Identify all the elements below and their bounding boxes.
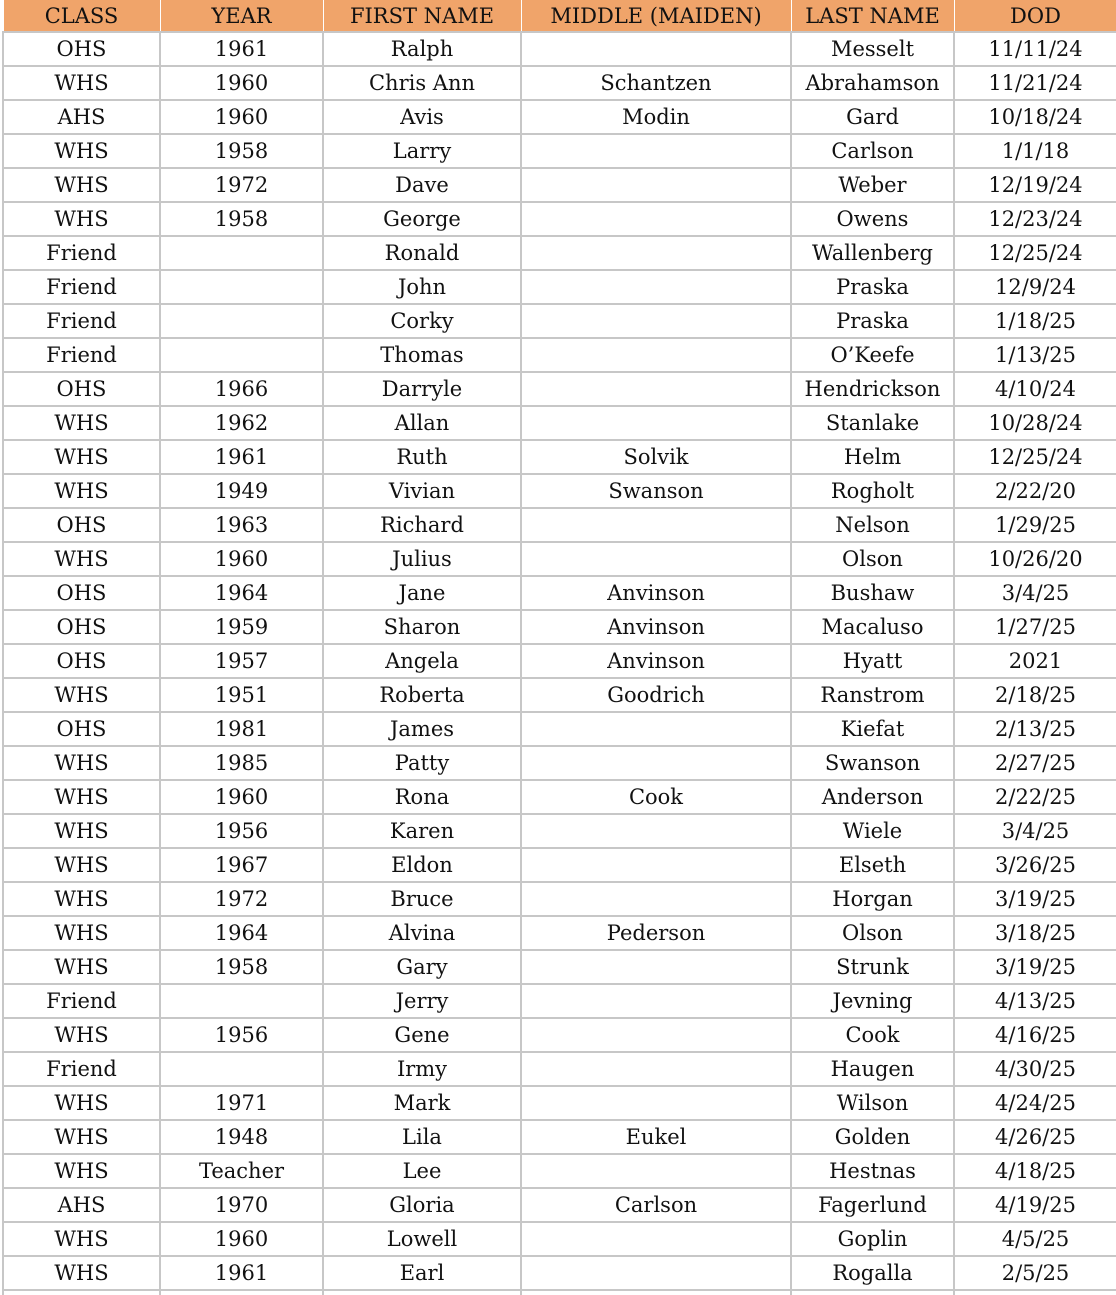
cell-class: WHS: [3, 66, 160, 100]
cell-class: AHS: [3, 1188, 160, 1222]
cell-middle-maiden: Solvik: [521, 440, 791, 474]
cell-last-name: Praska: [791, 270, 954, 304]
table-row: [3, 304, 1116, 338]
cell-class: WHS: [3, 1222, 160, 1256]
cell-dod: 2/18/25: [954, 678, 1116, 712]
cell-first-name: Alvina: [323, 916, 521, 950]
cell-dod: 3/19/25: [954, 950, 1116, 984]
cell-last-name: Owens: [791, 202, 954, 236]
cell-middle-maiden: [521, 134, 791, 168]
cell-year: 1964: [160, 576, 323, 610]
cell-middle-maiden: [521, 814, 791, 848]
cell-year: 1957: [160, 644, 323, 678]
cell-middle-maiden: [521, 304, 791, 338]
table-row: [3, 270, 1116, 304]
cell-first-name: Chris Ann: [323, 66, 521, 100]
cell-class: OHS: [3, 372, 160, 406]
cell-year: 1961: [160, 1256, 323, 1290]
cell-class: WHS: [3, 678, 160, 712]
cell-last-name: Kiefat: [791, 712, 954, 746]
table-row: [3, 1188, 1116, 1222]
cell-class: WHS: [3, 542, 160, 576]
cell-last-name: Rogalla: [791, 1256, 954, 1290]
cell-class: OHS: [3, 32, 160, 66]
table-row: [3, 372, 1116, 406]
cell-dod: 2/27/25: [954, 746, 1116, 780]
cell-class: WHS: [3, 882, 160, 916]
table-row: [3, 576, 1116, 610]
cell-dod: 10/28/24: [954, 406, 1116, 440]
cell-first-name: James: [323, 712, 521, 746]
cell-dod: 2/22/20: [954, 474, 1116, 508]
cell-first-name: Thomas: [323, 338, 521, 372]
cell-last-name: Haugen: [791, 1052, 954, 1086]
cell-class: WHS: [3, 406, 160, 440]
cell-first-name: Jerry: [323, 984, 521, 1018]
cell-first-name: Patty: [323, 746, 521, 780]
cell-year: 1951: [160, 678, 323, 712]
cell-class: WHS: [3, 1256, 160, 1290]
cell-last-name: Olson: [791, 916, 954, 950]
cell-dod: 3/18/25: [954, 916, 1116, 950]
table-row: [3, 406, 1116, 440]
table-row: [3, 1120, 1116, 1154]
cell-first-name: Allan: [323, 406, 521, 440]
cell-class: AHS: [3, 100, 160, 134]
cell-middle-maiden: [521, 848, 791, 882]
cell-empty: [954, 1290, 1116, 1295]
cell-first-name: Ronald: [323, 236, 521, 270]
table-row: [3, 1222, 1116, 1256]
cell-first-name: Sharon: [323, 610, 521, 644]
header-year: YEAR: [160, 0, 323, 32]
cell-dod: 3/19/25: [954, 882, 1116, 916]
cell-first-name: Richard: [323, 508, 521, 542]
cell-last-name: Golden: [791, 1120, 954, 1154]
cell-dod: 2/13/25: [954, 712, 1116, 746]
cell-middle-maiden: Carlson: [521, 1188, 791, 1222]
cell-last-name: Hendrickson: [791, 372, 954, 406]
cell-last-name: Wallenberg: [791, 236, 954, 270]
cell-year: 1981: [160, 712, 323, 746]
cell-dod: 2/5/25: [954, 1256, 1116, 1290]
cell-year: 1972: [160, 882, 323, 916]
cell-class: WHS: [3, 1086, 160, 1120]
cell-dod: 4/18/25: [954, 1154, 1116, 1188]
cell-last-name: Jevning: [791, 984, 954, 1018]
table-row: [3, 134, 1116, 168]
cell-middle-maiden: [521, 746, 791, 780]
cell-first-name: Mark: [323, 1086, 521, 1120]
cell-middle-maiden: [521, 950, 791, 984]
table-row: [3, 984, 1116, 1018]
cell-year: 1961: [160, 440, 323, 474]
cell-first-name: Lila: [323, 1120, 521, 1154]
table-row: [3, 32, 1116, 66]
cell-year: 1970: [160, 1188, 323, 1222]
cell-dod: 4/19/25: [954, 1188, 1116, 1222]
cell-first-name: Vivian: [323, 474, 521, 508]
cell-last-name: Messelt: [791, 32, 954, 66]
table-row: [3, 1086, 1116, 1120]
cell-middle-maiden: Cook: [521, 780, 791, 814]
cell-middle-maiden: [521, 270, 791, 304]
cell-year: [160, 304, 323, 338]
cell-middle-maiden: Swanson: [521, 474, 791, 508]
cell-empty: [160, 1290, 323, 1295]
cell-first-name: Avis: [323, 100, 521, 134]
cell-dod: 1/1/18: [954, 134, 1116, 168]
cell-class: WHS: [3, 780, 160, 814]
table-row: [3, 1018, 1116, 1052]
table-body: [3, 32, 1116, 1295]
header-class: CLASS: [3, 0, 160, 32]
cell-last-name: Gard: [791, 100, 954, 134]
cell-first-name: Lowell: [323, 1222, 521, 1256]
cell-first-name: Eldon: [323, 848, 521, 882]
cell-year: 1960: [160, 66, 323, 100]
table-row: [3, 780, 1116, 814]
cell-last-name: Hyatt: [791, 644, 954, 678]
cell-class: OHS: [3, 508, 160, 542]
cell-last-name: Swanson: [791, 746, 954, 780]
cell-class: WHS: [3, 440, 160, 474]
cell-middle-maiden: [521, 1256, 791, 1290]
cell-class: WHS: [3, 746, 160, 780]
cell-last-name: Stanlake: [791, 406, 954, 440]
cell-year: [160, 338, 323, 372]
cell-class: OHS: [3, 610, 160, 644]
table-row: [3, 542, 1116, 576]
cell-middle-maiden: [521, 372, 791, 406]
cell-empty: [3, 1290, 160, 1295]
cell-middle-maiden: [521, 406, 791, 440]
cell-last-name: Strunk: [791, 950, 954, 984]
cell-dod: 3/4/25: [954, 814, 1116, 848]
cell-class: WHS: [3, 950, 160, 984]
cell-dod: 12/19/24: [954, 168, 1116, 202]
header-middle-maiden: MIDDLE (MAIDEN): [521, 0, 791, 32]
cell-year: [160, 236, 323, 270]
cell-first-name: Rona: [323, 780, 521, 814]
cell-year: 1960: [160, 780, 323, 814]
cell-middle-maiden: Anvinson: [521, 576, 791, 610]
cell-class: Friend: [3, 1052, 160, 1086]
cell-class: Friend: [3, 338, 160, 372]
cell-class: WHS: [3, 1120, 160, 1154]
cell-last-name: Goplin: [791, 1222, 954, 1256]
cell-first-name: Irmy: [323, 1052, 521, 1086]
cell-year: 1961: [160, 32, 323, 66]
header-first-name: FIRST NAME: [323, 0, 521, 32]
cell-dod: 2/22/25: [954, 780, 1116, 814]
cell-last-name: Fagerlund: [791, 1188, 954, 1222]
cell-last-name: Wiele: [791, 814, 954, 848]
table-row: [3, 1154, 1116, 1188]
table-row: [3, 814, 1116, 848]
cell-last-name: Helm: [791, 440, 954, 474]
cell-last-name: Hestnas: [791, 1154, 954, 1188]
cell-last-name: Rogholt: [791, 474, 954, 508]
cell-first-name: Gloria: [323, 1188, 521, 1222]
cell-year: 1985: [160, 746, 323, 780]
cell-first-name: Larry: [323, 134, 521, 168]
cell-year: 1956: [160, 814, 323, 848]
table-row: [3, 610, 1116, 644]
cell-year: 1971: [160, 1086, 323, 1120]
table-row: [3, 202, 1116, 236]
table-row: [3, 882, 1116, 916]
cell-class: WHS: [3, 1154, 160, 1188]
cell-dod: 10/26/20: [954, 542, 1116, 576]
cell-year: Teacher: [160, 1154, 323, 1188]
cell-class: OHS: [3, 576, 160, 610]
cell-middle-maiden: [521, 236, 791, 270]
cell-dod: 4/10/24: [954, 372, 1116, 406]
cell-middle-maiden: Goodrich: [521, 678, 791, 712]
cell-first-name: Ruth: [323, 440, 521, 474]
cell-middle-maiden: [521, 1018, 791, 1052]
cell-middle-maiden: [521, 984, 791, 1018]
cell-middle-maiden: [521, 712, 791, 746]
cell-middle-maiden: [521, 882, 791, 916]
cell-class: OHS: [3, 644, 160, 678]
cell-year: [160, 1052, 323, 1086]
cell-last-name: Weber: [791, 168, 954, 202]
cell-last-name: Bushaw: [791, 576, 954, 610]
table-row: [3, 508, 1116, 542]
cell-year: 1958: [160, 202, 323, 236]
cell-year: 1972: [160, 168, 323, 202]
table-row: [3, 916, 1116, 950]
cell-class: WHS: [3, 916, 160, 950]
cell-year: [160, 270, 323, 304]
cell-dod: 12/25/24: [954, 440, 1116, 474]
cell-class: WHS: [3, 814, 160, 848]
table-row: [3, 950, 1116, 984]
cell-year: 1949: [160, 474, 323, 508]
cell-first-name: Jane: [323, 576, 521, 610]
cell-dod: 1/13/25: [954, 338, 1116, 372]
table-row: [3, 746, 1116, 780]
cell-last-name: Elseth: [791, 848, 954, 882]
cell-year: 1958: [160, 950, 323, 984]
cell-year: 1959: [160, 610, 323, 644]
cell-class: WHS: [3, 1018, 160, 1052]
cell-dod: 12/23/24: [954, 202, 1116, 236]
cell-last-name: Cook: [791, 1018, 954, 1052]
cell-middle-maiden: Eukel: [521, 1120, 791, 1154]
cell-first-name: Bruce: [323, 882, 521, 916]
cell-first-name: George: [323, 202, 521, 236]
cell-last-name: Carlson: [791, 134, 954, 168]
cell-year: 1962: [160, 406, 323, 440]
cell-class: WHS: [3, 202, 160, 236]
cell-dod: 4/26/25: [954, 1120, 1116, 1154]
cell-middle-maiden: [521, 508, 791, 542]
table-row: [3, 712, 1116, 746]
cell-last-name: Praska: [791, 304, 954, 338]
cell-dod: 3/26/25: [954, 848, 1116, 882]
cell-class: OHS: [3, 712, 160, 746]
table-row: [3, 474, 1116, 508]
table-row: [3, 100, 1116, 134]
table-row: [3, 440, 1116, 474]
cell-middle-maiden: [521, 1086, 791, 1120]
cell-dod: 11/11/24: [954, 32, 1116, 66]
cell-year: [160, 984, 323, 1018]
obituary-table: [2, 0, 1116, 1295]
table-header: [3, 0, 1116, 32]
cell-year: 1967: [160, 848, 323, 882]
cell-first-name: Darryle: [323, 372, 521, 406]
cell-first-name: John: [323, 270, 521, 304]
cell-first-name: Julius: [323, 542, 521, 576]
cell-middle-maiden: [521, 338, 791, 372]
cell-year: 1966: [160, 372, 323, 406]
cell-class: Friend: [3, 270, 160, 304]
cell-dod: 12/9/24: [954, 270, 1116, 304]
cell-first-name: Lee: [323, 1154, 521, 1188]
cell-first-name: Corky: [323, 304, 521, 338]
cell-dod: 12/25/24: [954, 236, 1116, 270]
cell-first-name: Gene: [323, 1018, 521, 1052]
table-row: [3, 848, 1116, 882]
table-row: [3, 168, 1116, 202]
cell-last-name: Macaluso: [791, 610, 954, 644]
cell-dod: 10/18/24: [954, 100, 1116, 134]
table-row: [3, 66, 1116, 100]
cell-middle-maiden: Modin: [521, 100, 791, 134]
cell-dod: 4/30/25: [954, 1052, 1116, 1086]
cell-middle-maiden: [521, 32, 791, 66]
cell-dod: 2021: [954, 644, 1116, 678]
cell-last-name: Olson: [791, 542, 954, 576]
table-row: [3, 644, 1116, 678]
cell-year: 1960: [160, 1222, 323, 1256]
cell-class: Friend: [3, 984, 160, 1018]
cell-last-name: Horgan: [791, 882, 954, 916]
table-row: [3, 678, 1116, 712]
header-last-name: LAST NAME: [791, 0, 954, 32]
cell-last-name: Abrahamson: [791, 66, 954, 100]
cell-class: Friend: [3, 304, 160, 338]
cell-class: Friend: [3, 236, 160, 270]
cell-first-name: Dave: [323, 168, 521, 202]
header-row: [3, 0, 1116, 32]
cell-year: 1960: [160, 100, 323, 134]
table-row: [3, 1052, 1116, 1086]
cell-dod: 4/13/25: [954, 984, 1116, 1018]
cell-last-name: Anderson: [791, 780, 954, 814]
cell-middle-maiden: [521, 168, 791, 202]
cell-middle-maiden: Anvinson: [521, 610, 791, 644]
cell-class: WHS: [3, 474, 160, 508]
cell-year: 1964: [160, 916, 323, 950]
cell-first-name: Ralph: [323, 32, 521, 66]
table-row: [3, 338, 1116, 372]
cell-middle-maiden: Schantzen: [521, 66, 791, 100]
cell-dod: 1/29/25: [954, 508, 1116, 542]
cell-first-name: Roberta: [323, 678, 521, 712]
cell-class: WHS: [3, 134, 160, 168]
cell-empty: [791, 1290, 954, 1295]
cell-dod: 4/24/25: [954, 1086, 1116, 1120]
cell-dod: 11/21/24: [954, 66, 1116, 100]
cell-first-name: Angela: [323, 644, 521, 678]
cell-first-name: Gary: [323, 950, 521, 984]
cell-year: 1963: [160, 508, 323, 542]
cell-middle-maiden: [521, 1222, 791, 1256]
cell-year: 1948: [160, 1120, 323, 1154]
cell-year: 1956: [160, 1018, 323, 1052]
cell-first-name: Earl: [323, 1256, 521, 1290]
cell-dod: 4/5/25: [954, 1222, 1116, 1256]
cell-dod: 1/18/25: [954, 304, 1116, 338]
cell-class: WHS: [3, 168, 160, 202]
cell-middle-maiden: [521, 202, 791, 236]
cell-dod: 3/4/25: [954, 576, 1116, 610]
cell-year: 1960: [160, 542, 323, 576]
table-row: [3, 1256, 1116, 1290]
cell-last-name: Nelson: [791, 508, 954, 542]
cell-last-name: Ranstrom: [791, 678, 954, 712]
cell-middle-maiden: [521, 1052, 791, 1086]
table-row-partial: [3, 1290, 1116, 1295]
cell-dod: 1/27/25: [954, 610, 1116, 644]
cell-empty: [521, 1290, 791, 1295]
header-dod: DOD: [954, 0, 1116, 32]
cell-empty: [323, 1290, 521, 1295]
cell-middle-maiden: [521, 1154, 791, 1188]
table-row: [3, 236, 1116, 270]
cell-first-name: Karen: [323, 814, 521, 848]
cell-last-name: Wilson: [791, 1086, 954, 1120]
cell-class: WHS: [3, 848, 160, 882]
cell-dod: 4/16/25: [954, 1018, 1116, 1052]
cell-last-name: O’Keefe: [791, 338, 954, 372]
cell-middle-maiden: Pederson: [521, 916, 791, 950]
cell-middle-maiden: Anvinson: [521, 644, 791, 678]
cell-year: 1958: [160, 134, 323, 168]
cell-middle-maiden: [521, 542, 791, 576]
